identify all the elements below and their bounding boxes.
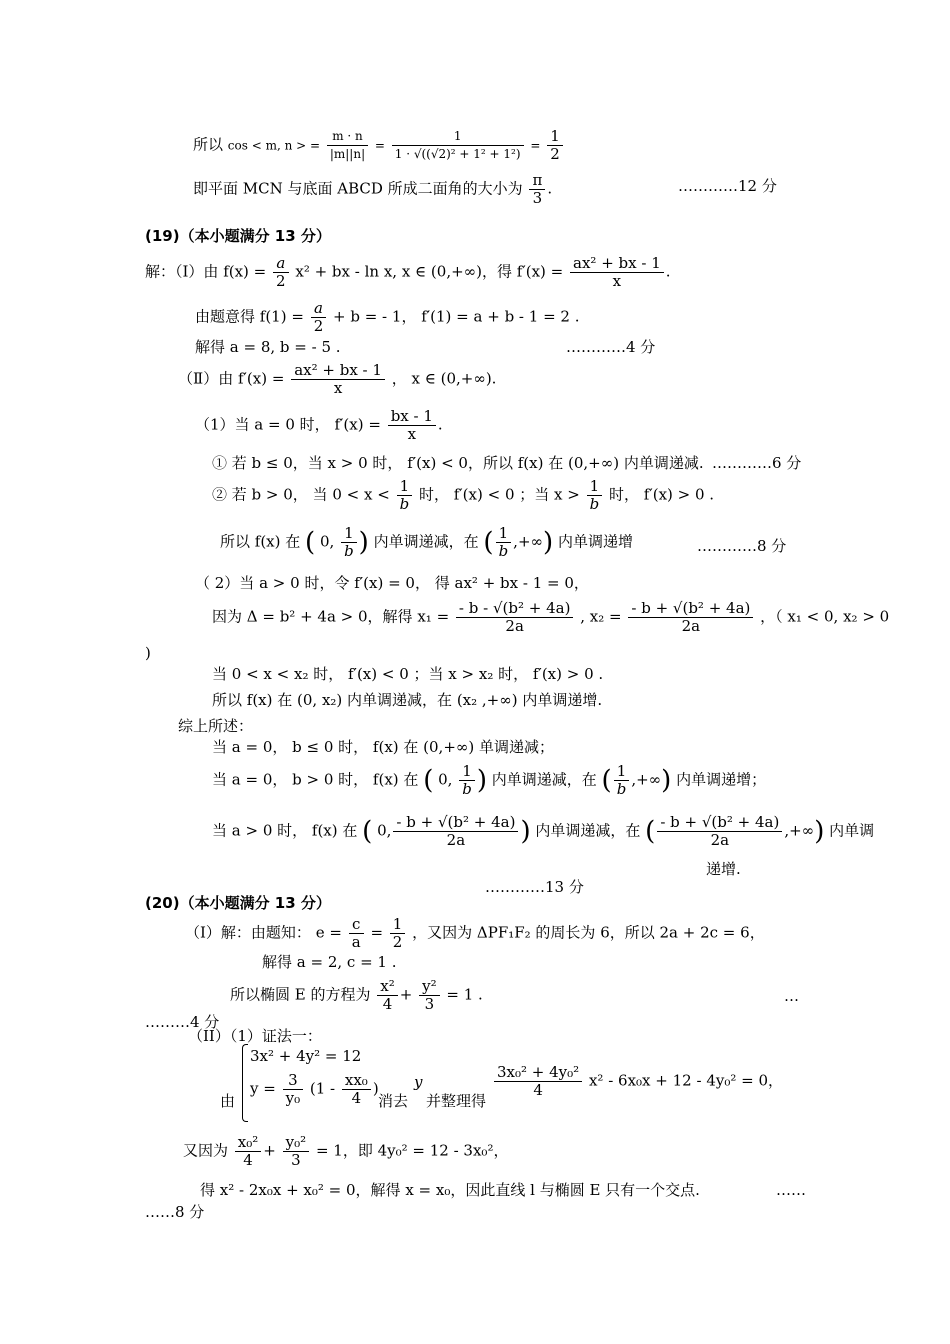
cos-frac-2 (392, 128, 524, 163)
q19-j2: , x₂ = (580, 607, 622, 626)
plane-text: 即平面 MCN 与底面 ABCD 所成二面角的大小为 (193, 179, 523, 198)
q19-q: 递增. (706, 860, 741, 878)
q19-j-num1: - b - √(b² + 4a) (456, 600, 574, 618)
q20-f-dots: …… (776, 1181, 806, 1199)
q19-a-den: x (612, 272, 622, 290)
q20-f: 得 x² - 2x₀x + x₀² = 0，解得 x = x₀，因此直线 l 与椭圆 E 只有一个交点. (200, 1181, 700, 1199)
cos-num-2: 1 (392, 128, 524, 146)
q19-line-j: 因为 Δ = b² + 4a > 0，解得 x₁ = $\frac{\text{- b - √(b² + 4a)}}{2a}$ , x₂ = $\frac{\text{- b + √(b² + 4a)}}{2a}$ ，（ x₁ < 0, x₂ > 0 (212, 599, 890, 635)
score-8b: ……8 分 (145, 1203, 205, 1221)
q19-b: 由题意得 f(1) = (195, 307, 304, 326)
q20-line-c: 所以椭圆 E 的方程为 $\frac{\text{x²}}{4}$ + $\frac{\text{y²}}{3}$ = 1 . (230, 977, 483, 1013)
cos-frac-3 (547, 128, 563, 163)
q19-h: 所以 f(x) 在 (220, 532, 301, 551)
q19-line-g: ② 若 b > 0， 当 0 < x < $\frac{1}{b}$ 时， f′(x) < 0 ；当 x > $\frac{1}{b}$ 时， f′(x) > 0 . (212, 477, 715, 513)
q19-line-d: （Ⅱ）由 f′(x) = $\frac{\text{ax² + bx - 1}}{x}$ ， x ∈ (0,+∞). (178, 361, 497, 397)
cos-den-2: 1 · √((√2)² + 1² + 1²) (394, 147, 521, 161)
cos-den-3: 2 (550, 145, 560, 163)
cos-den-1: |m||n| (329, 147, 366, 161)
cos-num-1: m · n (327, 128, 368, 146)
cos-num-3: 1 (547, 128, 563, 146)
q20-sys2: y = $\frac{3}{\text{y₀}}$ (1 - $\frac{\text{xx₀}}{4}$ ) (250, 1071, 379, 1107)
cos-expr: cos < m, n > = (227, 138, 321, 153)
q19-n: 当 a = 0， b ≤ 0 时， f(x) 在 (0,+∞) 单调递减； (212, 738, 555, 756)
q19-a-num: ax² + bx - 1 (570, 255, 664, 273)
q20-you: 由 (220, 1092, 236, 1110)
q19-i: （ 2）当 a > 0 时，令 f′(x) = 0， 得 ax² + bx - 1 = 0， (195, 574, 589, 592)
score-4: …………4 分 (566, 338, 656, 356)
q19-title: (19)（本小题满分 13 分） (145, 227, 331, 245)
q19-line-e: （1）当 a = 0 时， f′(x) = $\frac{bx - 1}{x}$ . (195, 407, 443, 443)
score-6: …………6 分 (712, 454, 802, 472)
q19-line-a: 解：（Ⅰ）由 f(x) = $\frac{a}{2}$ x² + bx - ln x, x ∈ (0,+∞)，得 f′(x) = $\frac{\text{ax² + bx - 1}}{x}$ . (145, 254, 671, 290)
q20-sys1: 3x² + 4y² = 12 (250, 1047, 362, 1065)
q19-p-zero: 0, (377, 821, 392, 840)
q20-line-a: （Ⅰ）解：由题知： e = $\frac{c}{a}$ = $\frac{1}{2}$ ，又因为 ΔPF₁F₂ 的周长为 6，所以 2a + 2c = 6， (185, 915, 765, 951)
q20-title: (20)（本小题满分 13 分） (145, 894, 331, 912)
q19-h3: 内单调递增 (557, 532, 633, 551)
q19-l: 所以 f(x) 在 (0, x₂) 内单调递减，在 (x₂ ,+∞) 内单调递增. (212, 691, 603, 709)
q20-big: $\frac{\text{3x₀² + 4y₀²}}{4}$ x² - 6x₀x + 12 - 4y₀² = 0， (492, 1064, 783, 1099)
plane-line: 即平面 MCN 与底面 ABCD 所成二面角的大小为 $\frac{\pi}{3}$ . (193, 171, 553, 207)
q20-elim: 消去 (378, 1092, 409, 1110)
q19-p2: 内单调递减，在 (535, 821, 641, 840)
q19-b2: + b = - 1， f′(1) = a + b - 1 = 2 . (333, 307, 580, 326)
cos-prefix: 所以 (193, 135, 224, 154)
q19-j-den: 2a (505, 617, 524, 635)
q19-g3: 时， f′(x) > 0 . (609, 485, 715, 504)
q19-m: 综上所述： (178, 717, 254, 735)
q19-p: 当 a > 0 时， f(x) 在 (212, 821, 358, 840)
q19-o3: 内单调递增； (676, 770, 767, 789)
cos-frac-1 (327, 128, 368, 163)
q19-a2: x² + bx - ln x, x ∈ (0,+∞)，得 f′(x) = (295, 262, 564, 281)
q19-f: ① 若 b ≤ 0，当 x > 0 时， f′(x) < 0，所以 f(x) 在 (0,+∞) 内单调递减. (212, 454, 704, 472)
q19-e-num: bx - 1 (388, 408, 436, 426)
q20-d: （II）（1）证法一： (188, 1027, 322, 1045)
q19-d2: ， x ∈ (0,+∞). (391, 369, 497, 388)
q19-o: 当 a = 0， b > 0 时， f(x) 在 (212, 770, 419, 789)
pi-num: π (529, 172, 545, 190)
q19-line-o: 当 a = 0， b > 0 时， f(x) 在 ( 0, $\frac{1}{b}$ ) 内单调递减，在 ( $\frac{1}{b}$ ,+∞) 内单调递增； (212, 762, 767, 798)
q20-dots: … (784, 987, 799, 1005)
q19-j3: ，（ x₁ < 0, x₂ > 0 (760, 607, 890, 626)
system-brace (242, 1044, 248, 1122)
q19-o2: 内单调递减，在 (491, 770, 597, 789)
q20-a: （Ⅰ）解：由题知： e = (185, 923, 342, 942)
q20-y: y (414, 1073, 423, 1091)
q19-g2: 时， f′(x) < 0 ；当 x > (418, 485, 580, 504)
q19-j-num2: - b + √(b² + 4a) (628, 600, 753, 618)
q19-c: 解得 a = 8, b = - 5 . (195, 338, 341, 356)
q20-b: 解得 a = 2, c = 1 . (262, 953, 397, 971)
q19-k: 当 0 < x < x₂ 时， f′(x) < 0 ；当 x > x₂ 时， f′(x) > 0 . (212, 665, 604, 683)
q19-p3: ,+∞ (784, 821, 815, 840)
score-12: …………12 分 (678, 177, 777, 195)
q19-p4: 内单调 (829, 821, 875, 840)
q19-a-frac (570, 255, 664, 290)
q19-h2: 内单调递减，在 (373, 532, 479, 551)
score-4b: ………4 分 (145, 1013, 220, 1031)
q19-g: ② 若 b > 0， 当 0 < x < (212, 485, 390, 504)
q19-line-p: 当 a > 0 时， f(x) 在 ( 0, $\frac{\text{- b + √(b² + 4a)}}{2a}$ ) 内单调递减，在 ( $\frac{\text{- b + √(b² + 4a)}}{2a}$ ,+∞) 内单调 (212, 813, 875, 849)
q19-j: 因为 Δ = b² + 4a > 0，解得 x₁ = (212, 607, 450, 626)
q20-arr: 并整理得 (426, 1092, 487, 1110)
pi-den: 3 (532, 189, 543, 207)
q19-d: （Ⅱ）由 f′(x) = (178, 369, 285, 388)
q19-a: 解：（Ⅰ）由 f(x) = (145, 262, 267, 281)
q19-line-h: 所以 f(x) 在 ( 0, $\frac{1}{b}$ ) 内单调递减，在 ( $\frac{1}{b}$ ,+∞) 内单调递增 (220, 524, 633, 560)
q19-e: （1）当 a = 0 时， f′(x) = (195, 415, 381, 434)
cos-line: 所以 cos < m, n > = $\frac{m \cdot n}{|m||n|}$ = $\frac{1}{\text{1 · √((√2)² + 1² + 1²)}}$ = $\frac{1}{2}$ (193, 128, 565, 163)
score-8: …………8 分 (697, 537, 787, 555)
pi-frac (529, 172, 545, 207)
q19-line-b: 由题意得 f(1) = $\frac{a}{2}$ + b = - 1， f′(1) = a + b - 1 = 2 . (195, 299, 580, 335)
q20-line-e: 又因为 $\frac{\text{x₀²}}{4}$ + $\frac{\text{y₀²}}{3}$ = 1，即 4y₀² = 12 - 3x₀²， (183, 1133, 509, 1169)
q20-a3: ，又因为 ΔPF₁F₂ 的周长为 6，所以 2a + 2c = 6， (412, 923, 765, 942)
q19-j4: ) (145, 644, 151, 662)
score-13: …………13 分 (485, 878, 584, 896)
q20-c: 所以椭圆 E 的方程为 (230, 985, 371, 1004)
